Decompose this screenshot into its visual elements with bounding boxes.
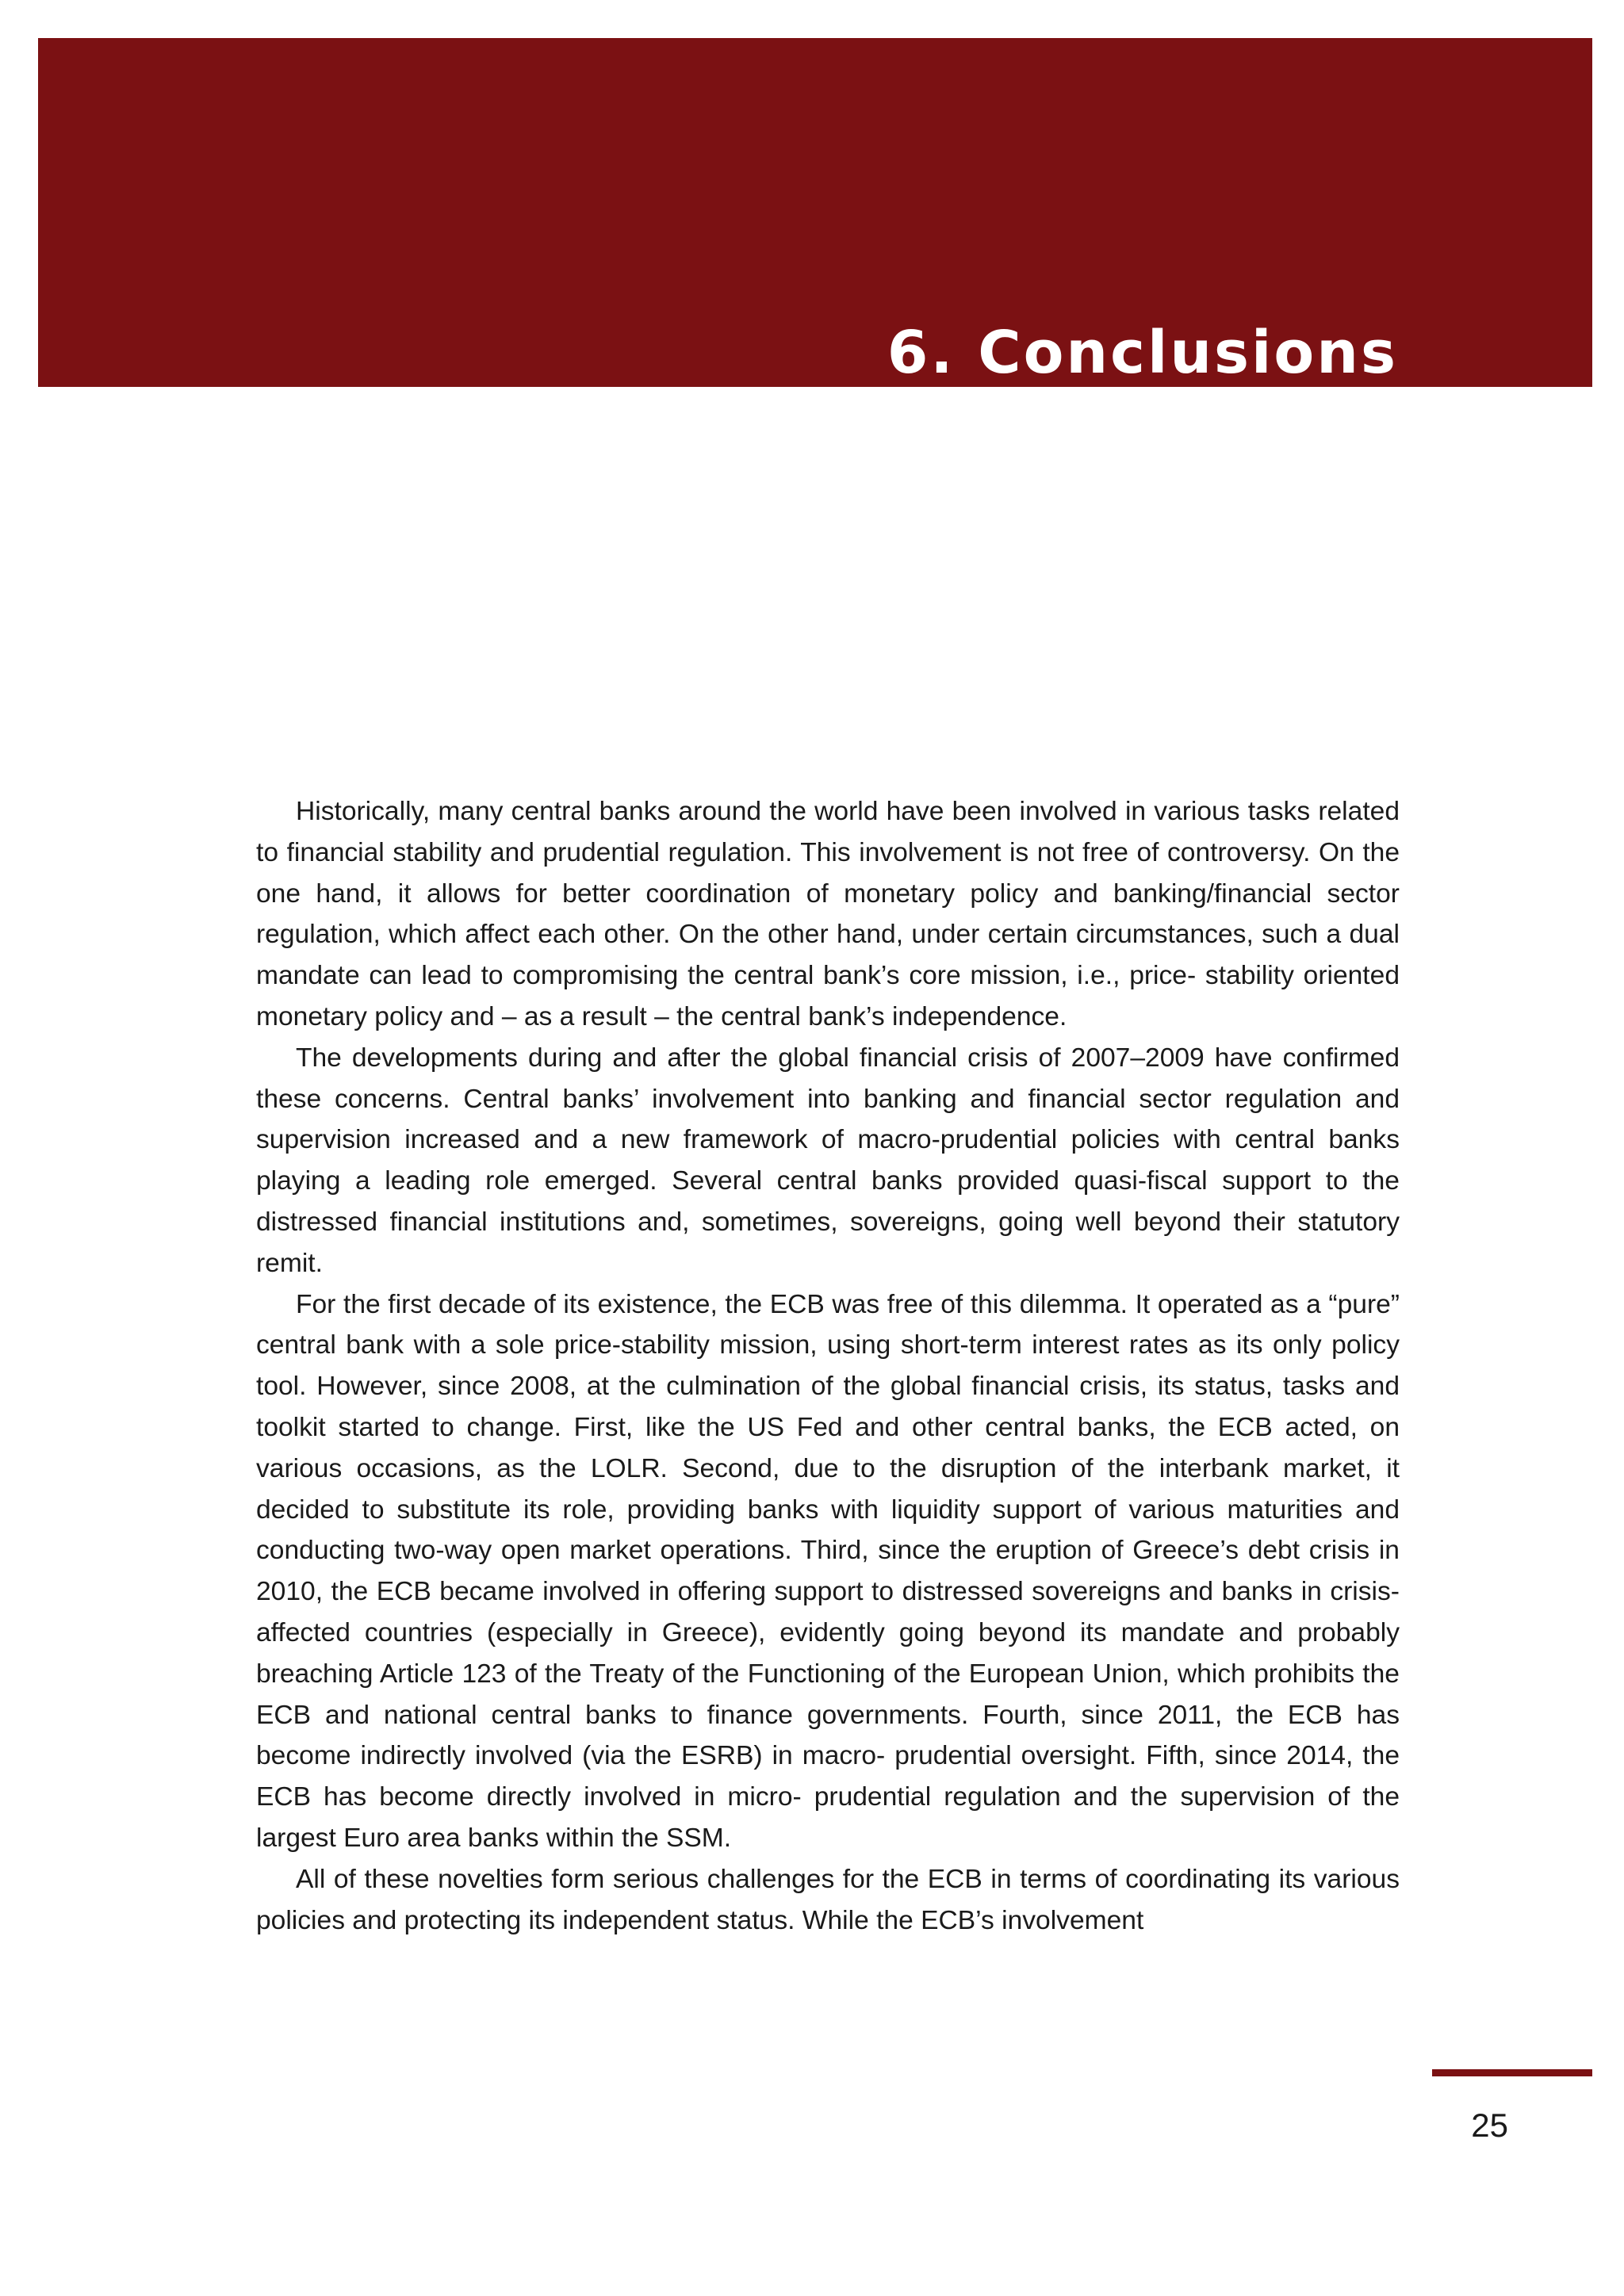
paragraph: Historically, many central banks around the world have been involved in various tasks related to financial stability and prudential regulation. This involvement is not free of controversy. On the one hand, it allows for better coordination of monetary policy and banking/financial sector regulation, which affect each other. On the other hand, under certain circumstances, such a dual mandate can lead to compromising the central bank’s core mission, i.e., price- stability oriented monetary policy and – as a result – the central bank’s independence. [256, 797, 1400, 1031]
footer-rule [1432, 2069, 1592, 2076]
page-number: 25 [1471, 2107, 1508, 2144]
paragraph: All of these novelties form serious challenges for the ECB in terms of coordinating its various policies and protecting its independent status. While the ECB’s involvement [256, 1864, 1400, 1935]
paragraph: For the first decade of its existence, the ECB was free of this dilemma. It operated as a “pure” central bank with a sole price-stability mission, using short-term interest rates as its only policy tool. However, since 2008, at the culmination of the global financial crisis, its status, tasks and toolkit started to change. First, like the US Fed and other central banks, the ECB acted, on various occasions, as the LOLR. Second, due to the disruption of the interbank market, it decided to substitute its role, providing banks with liquidity support of various maturities and conducting two-way open market operations. Third, since the eruption of Greece’s debt crisis in 2010, the ECB became involved in offering support to distressed sovereigns and banks in crisis-affected countries (especially in Greece), evidently going beyond its mandate and probably breaching Article 123 of the Treaty of the Functioning of the European Union, which prohibits the ECB and national central banks to finance governments. Fourth, since 2011, the ECB has become indirectly involved (via the ESRB) in macro- prudential oversight. Fifth, since 2014, the ECB has become directly involved in micro- prudential regulation and the supervision of the largest Euro area banks within the SSM. [256, 1289, 1400, 1853]
paragraph: The developments during and after the global financial crisis of 2007–2009 have confirmed these concerns. Central banks’ involvement into banking and financial sector regulation and supervision increased and a new framework of macro-prudential policies with central banks playing a leading role emerged. Several central banks provided quasi-fiscal support to the distressed financial institutions and, sometimes, sovereigns, going well beyond their statutory remit. [256, 1043, 1400, 1278]
chapter-title: 6. Conclusions [887, 319, 1398, 387]
chapter-header-band [38, 38, 1592, 387]
body-text [256, 791, 1400, 1941]
